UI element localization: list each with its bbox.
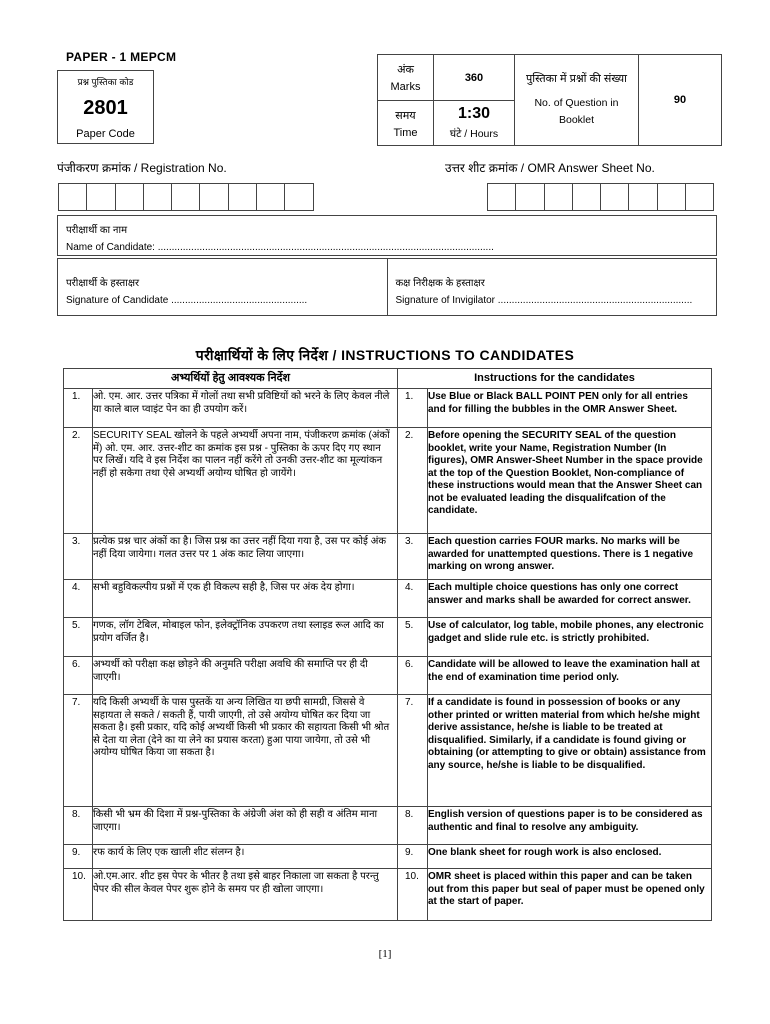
instruction-row	[64, 869, 712, 921]
english-item-number: 5.	[398, 618, 428, 657]
english-instruction-text: Candidate will be allowed to leave the examination hall at the end of examination time period only.	[428, 657, 712, 695]
registration-digit-box[interactable]	[115, 183, 144, 211]
registration-digit-box[interactable]	[228, 183, 257, 211]
page-number: [1]	[378, 948, 392, 960]
marks-label-cell	[378, 55, 434, 101]
omr-digit-box[interactable]	[657, 183, 686, 211]
english-instruction-text: Each multiple choice questions has only one correct answer and marks shall be awarded for correct answer.	[428, 580, 712, 618]
registration-digit-box[interactable]	[199, 183, 228, 211]
hindi-item-number: 2.	[64, 428, 93, 534]
registration-label: पंजीकरण क्रमांक / Registration No.	[57, 161, 227, 175]
omr-digit-box[interactable]	[600, 183, 629, 211]
omr-number-boxes[interactable]	[488, 183, 714, 211]
english-instruction-text: English version of questions paper is to be considered as authentic and final to resolve any ambiguity.	[428, 807, 712, 845]
hindi-instruction-text: किसी भी भ्रम की दिशा में प्रश्न-पुस्तिका के अंग्रेजी अंश को ही सही व अंतिम माना जाएगा।	[93, 807, 398, 845]
english-instruction-text: One blank sheet for rough work is also enclosed.	[428, 845, 712, 869]
hindi-instruction-text: यदि किसी अभ्यर्थी के पास पुस्तकें या अन्य लिखित या छपी सामग्री, जिससे वे सहायता ले सकते / सकती हैं, पायी जाएगी, तो उसे अयोग्य घोषित कर दिया जा सकता है। इसी प्रकार, यदि कोई अभ्यर्थी किसी भी प्रकार की सहायता किसी भी श्रोत से देता या लेता (देने का या लेने का प्रयास करता) हुआ पाया जायेगा, तो उसे भी अयोग्य घोषित किया जा सकता है।	[93, 695, 398, 807]
english-item-number: 3.	[398, 534, 428, 580]
time-label: Time	[393, 126, 418, 139]
marks-hindi-label: अंक	[397, 64, 414, 76]
instructions-table	[63, 368, 712, 921]
hindi-instruction-text: अभ्यर्थी को परीक्षा कक्ष छोड़ने की अनुमति परीक्षा अवधि की समाप्ति पर ही दी जाएगी।	[93, 657, 398, 695]
english-item-number: 1.	[398, 389, 428, 428]
paper-title: PAPER - 1 MEPCM	[66, 50, 177, 64]
instruction-row	[64, 534, 712, 580]
paper-code-box	[57, 70, 154, 144]
instruction-row	[64, 657, 712, 695]
questions-value: 90	[639, 55, 722, 146]
candidate-signature-hindi-label: परीक्षार्थी के हस्ताक्षर	[66, 278, 140, 289]
english-instruction-text: Use Blue or Black BALL POINT PEN only for all entries and for filling the bubbles in the OMR Answer Sheet.	[428, 389, 712, 428]
time-hindi-label: समय	[395, 109, 416, 122]
hindi-instruction-text: गणक, लॉग टेबिल, मोबाइल फोन, इलेक्ट्रॉनिक उपकरण तथा स्लाइड रूल आदि का प्रयोग वर्जित है।	[93, 618, 398, 657]
omr-digit-box[interactable]	[544, 183, 573, 211]
instruction-row	[64, 845, 712, 869]
hindi-instruction-text: ओ. एम. आर. उत्तर पत्रिका में गोलों तथा सभी प्रविष्टियों को भरने के लिए केवल नीले या काले बाल प्वाइंट पेन का ही उपयोग करें।	[93, 389, 398, 428]
invigilator-signature-cell[interactable]	[387, 259, 717, 315]
candidate-signature-field[interactable]: Signature of Candidate .................................................	[66, 295, 308, 306]
hindi-item-number: 10.	[64, 869, 93, 921]
english-item-number: 10.	[398, 869, 428, 921]
questions-label-cell	[515, 55, 639, 146]
instruction-row	[64, 428, 712, 534]
hindi-item-number: 1.	[64, 389, 93, 428]
hindi-instruction-text: रफ कार्य के लिए एक खाली शीट संलग्न है।	[93, 845, 398, 869]
hindi-item-number: 9.	[64, 845, 93, 869]
invigilator-signature-hindi-label: कक्ष निरीक्षक के हस्ताक्षर	[395, 278, 485, 289]
registration-digit-box[interactable]	[86, 183, 115, 211]
english-instruction-text: Before opening the SECURITY SEAL of the question booklet, write your Name, Registration Number (In figures), OMR Answer-Sheet Number in the space provide at the top of the Question Booklet, Non-compliance of these instructions would mean that the Answer Sheet can not be evaluated leading the disqualifcation of the candidate.	[428, 428, 712, 534]
marks-label: Marks	[390, 81, 421, 93]
english-item-number: 2.	[398, 428, 428, 534]
omr-digit-box[interactable]	[572, 183, 601, 211]
omr-digit-box[interactable]	[515, 183, 544, 211]
time-label-cell	[378, 101, 434, 146]
paper-code-value: 2801	[83, 97, 128, 119]
english-item-number: 9.	[398, 845, 428, 869]
instruction-row	[64, 695, 712, 807]
english-instruction-text: Each question carries FOUR marks. No marks will be awarded for unattempted questions. There is 1 negative marking on wrong answer.	[428, 534, 712, 580]
time-value-cell	[434, 101, 515, 146]
instruction-row	[64, 807, 712, 845]
registration-digit-box[interactable]	[58, 183, 87, 211]
marks-value: 360	[434, 55, 515, 101]
hindi-instruction-text: सभी बहुविकल्पीय प्रश्नों में एक ही विकल्प सही है, जिस पर अंक देय होगा।	[93, 580, 398, 618]
english-item-number: 6.	[398, 657, 428, 695]
candidate-signature-cell[interactable]	[58, 259, 387, 315]
hindi-item-number: 8.	[64, 807, 93, 845]
english-column-header: Instructions for the candidates	[398, 369, 712, 389]
english-instruction-text: If a candidate is found in possession of books or any other printed or written material from which he/she might derive assistance, he/she is liable to be treated at disqualified. Similarly, if a candidate is found giving or obtaining (or attempting to give or obtain) assistance from any source, he/she is liable to be disqualified.	[428, 695, 712, 807]
candidate-name-field[interactable]: Name of Candidate: .........................................................................................................................	[66, 242, 494, 253]
hindi-instruction-text: ओ.एम.आर. शीट इस पेपर के भीतर है तथा इसे बाहर निकाला जा सकता है परन्तु पेपर की सील केवल पेपर शुरू होने के समय पर ही खोला जाएगा।	[93, 869, 398, 921]
registration-digit-box[interactable]	[256, 183, 285, 211]
hindi-column-header: अभ्यर्थियों हेतु आवश्यक निर्देश	[64, 369, 398, 389]
exam-info-table	[377, 54, 722, 146]
english-instruction-text: Use of calculator, log table, mobile phones, any electronic gadget and slide rule etc. is strictly prohibited.	[428, 618, 712, 657]
instructions-title: परीक्षार्थियों के लिए निर्देश / INSTRUCTIONS TO CANDIDATES	[195, 347, 575, 363]
paper-code-label: Paper Code	[76, 128, 135, 140]
instruction-row	[64, 389, 712, 428]
registration-digit-box[interactable]	[284, 183, 313, 211]
english-item-number: 7.	[398, 695, 428, 807]
questions-hindi-label: पुस्तिका में प्रश्नों की संख्या	[525, 72, 628, 85]
registration-digit-box[interactable]	[143, 183, 172, 211]
instructions-header-row	[64, 369, 712, 389]
time-value: 1:30	[457, 105, 491, 122]
hindi-item-number: 4.	[64, 580, 93, 618]
questions-label: No. of Question in Booklet	[534, 96, 619, 126]
omr-digit-box[interactable]	[628, 183, 657, 211]
hindi-item-number: 7.	[64, 695, 93, 807]
registration-digit-box[interactable]	[171, 183, 200, 211]
hindi-item-number: 6.	[64, 657, 93, 695]
invigilator-signature-field[interactable]: Signature of Invigilator ......................................................................	[395, 295, 693, 306]
hindi-item-number: 3.	[64, 534, 93, 580]
english-item-number: 8.	[398, 807, 428, 845]
hindi-item-number: 5.	[64, 618, 93, 657]
hindi-instruction-text: SECURITY SEAL खोलने के पहले अभ्यर्थी अपना नाम, पंजीकरण क्रमांक (अंकों में) ओ. एम. आर. उत्तर-शीट का क्रमांक इस प्रश्न - पुस्तिका के ऊपर दिए गए स्थान पर लिखें। यदि वे इस निर्देश का पालन नहीं करेंगे तो उनकी उत्तर-शीट का मूल्यांकन नहीं हो सकेगा तथा ऐसे अभ्यर्थी अयोग्य घोषित हो जायेंगे।	[93, 428, 398, 534]
instruction-row	[64, 580, 712, 618]
candidate-name-box[interactable]	[57, 215, 717, 256]
registration-number-boxes[interactable]	[59, 183, 314, 211]
english-instruction-text: OMR sheet is placed within this paper and can be taken out from this paper but seal of paper must be opened only at the start of paper.	[428, 869, 712, 921]
omr-digit-box[interactable]	[487, 183, 516, 211]
instruction-row	[64, 618, 712, 657]
candidate-name-hindi-label: परीक्षार्थी का नाम	[66, 225, 128, 236]
signature-box	[57, 258, 717, 316]
english-item-number: 4.	[398, 580, 428, 618]
omr-digit-box[interactable]	[685, 183, 714, 211]
hindi-instruction-text: प्रत्येक प्रश्न चार अंकों का है। जिस प्रश्न का उत्तर नहीं दिया गया है, उस पर कोई अंक नहीं दिया जायेगा। गलत उत्तर पर 1 अंक काट लिया जाएगा।	[93, 534, 398, 580]
time-unit: घंटे / Hours	[449, 128, 499, 140]
paper-code-hindi-label: प्रश्न पुस्तिका कोड	[77, 77, 134, 87]
omr-sheet-label: उत्तर शीट क्रमांक / OMR Answer Sheet No.	[445, 161, 655, 175]
